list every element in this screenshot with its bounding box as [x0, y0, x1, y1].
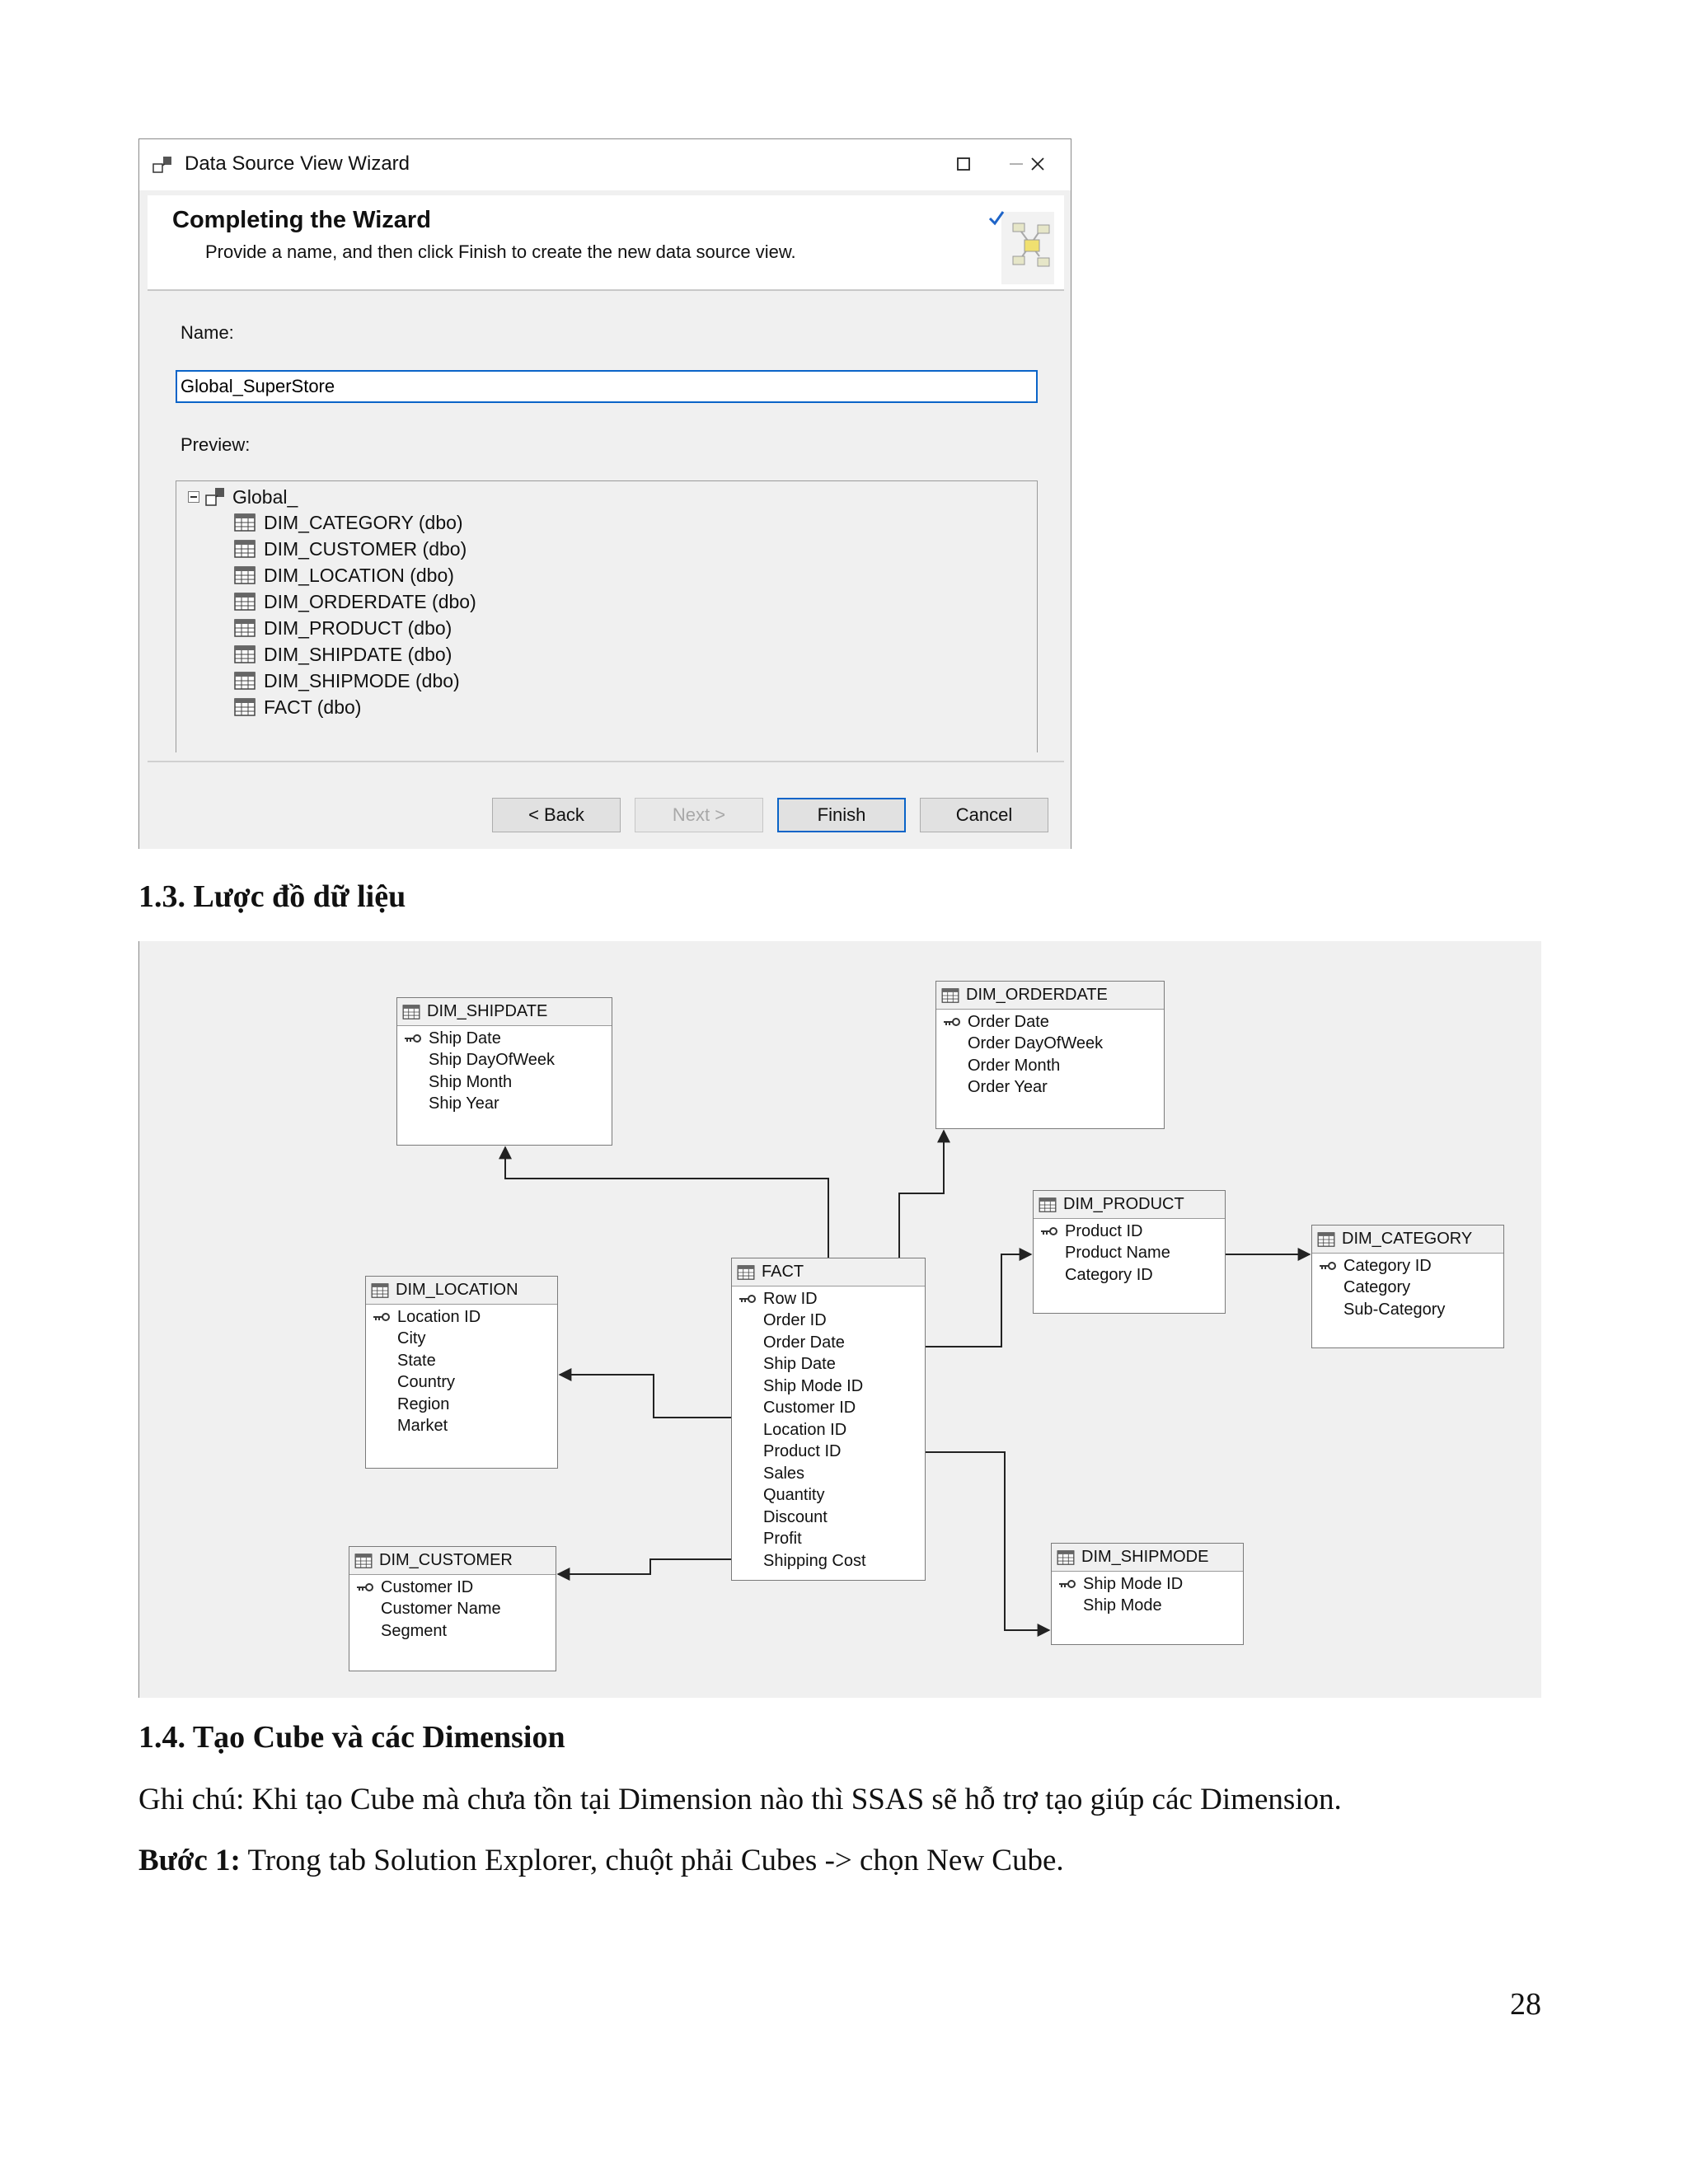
column-name: Row ID	[763, 1289, 818, 1308]
column-row[interactable]	[732, 1332, 925, 1354]
column-row[interactable]	[732, 1441, 925, 1464]
table-header	[1034, 1191, 1225, 1219]
schema-diagram	[138, 941, 1541, 1698]
column-row[interactable]	[732, 1463, 925, 1485]
table-icon	[1317, 1232, 1335, 1247]
tree-item-dim-product[interactable]	[234, 615, 476, 641]
table-icon	[941, 988, 959, 1003]
column-name: Ship Mode ID	[763, 1376, 864, 1395]
table-icon	[234, 566, 256, 584]
step-1-label: Bước 1:	[138, 1844, 241, 1877]
link-fact-location	[560, 1375, 731, 1418]
wizard-graphic-icon	[988, 207, 1056, 286]
table-icon	[234, 540, 256, 558]
table-header	[732, 1258, 925, 1286]
column-name: State	[397, 1351, 436, 1370]
primary-key-icon	[356, 1582, 374, 1592]
column-row[interactable]	[732, 1550, 925, 1572]
table-name: DIM_CUSTOMER	[379, 1551, 513, 1569]
tree-item-label: DIM_PRODUCT (dbo)	[264, 616, 452, 639]
column-name: Category	[1343, 1278, 1411, 1297]
column-row[interactable]	[732, 1354, 925, 1376]
column-row[interactable]	[732, 1376, 925, 1398]
table-header	[936, 982, 1164, 1010]
table-name: DIM_SHIPDATE	[427, 1002, 548, 1020]
column-name: Ship Mode ID	[1083, 1574, 1184, 1593]
column-row[interactable]	[732, 1485, 925, 1507]
wizard-header	[148, 195, 1064, 291]
column-row[interactable]	[936, 1077, 1164, 1099]
table-icon	[234, 593, 256, 611]
column-row[interactable]	[1034, 1243, 1225, 1265]
table-name: DIM_ORDERDATE	[966, 986, 1108, 1004]
table-icon	[402, 1005, 420, 1019]
column-name: Order Date	[968, 1012, 1049, 1031]
table-dim-customer[interactable]	[349, 1546, 556, 1671]
column-name: Ship DayOfWeek	[429, 1051, 556, 1070]
close-icon[interactable]	[1025, 151, 1051, 177]
column-list	[1034, 1219, 1225, 1286]
cancel-button[interactable]: Cancel	[920, 798, 1048, 832]
column-row[interactable]	[349, 1620, 556, 1643]
primary-key-icon	[1319, 1261, 1337, 1271]
column-name: Discount	[763, 1507, 828, 1526]
table-icon	[737, 1265, 755, 1280]
column-row[interactable]	[732, 1507, 925, 1529]
column-name: Order Date	[763, 1333, 845, 1352]
table-fact[interactable]	[731, 1258, 926, 1581]
column-name: Sub-Category	[1343, 1300, 1446, 1319]
column-row[interactable]	[732, 1419, 925, 1441]
column-row[interactable]	[366, 1372, 557, 1394]
wizard-app-icon	[152, 154, 176, 176]
column-name: Region	[397, 1394, 450, 1413]
table-header	[366, 1277, 557, 1305]
table-header	[397, 998, 612, 1026]
table-icon	[354, 1554, 373, 1568]
primary-key-icon	[943, 1017, 961, 1027]
column-row[interactable]	[1312, 1277, 1503, 1300]
table-header	[349, 1547, 556, 1575]
section-heading-1-4: 1.4. Tạo Cube và các Dimension	[138, 1720, 565, 1755]
wizard-heading: Completing the Wizard	[172, 207, 431, 233]
column-list	[1312, 1254, 1503, 1321]
column-list	[349, 1575, 556, 1643]
column-row[interactable]	[732, 1288, 925, 1310]
maximize-icon[interactable]	[950, 151, 977, 177]
tree-item-label: DIM_SHIPDATE (dbo)	[264, 643, 452, 665]
column-name: Ship Date	[763, 1355, 836, 1374]
primary-key-icon	[738, 1294, 757, 1304]
table-icon	[1057, 1550, 1075, 1565]
table-dim-orderdate[interactable]	[935, 981, 1165, 1129]
column-row[interactable]	[397, 1028, 612, 1050]
note-paragraph: Ghi chú: Khi tạo Cube mà chưa tồn tại Dimension nào thì SSAS sẽ hỗ trợ tạo giúp các Dimension.	[138, 1783, 1342, 1816]
column-row[interactable]	[732, 1529, 925, 1551]
window-titlebar	[139, 139, 1071, 190]
column-list	[397, 1026, 612, 1115]
column-row[interactable]	[732, 1398, 925, 1420]
back-button[interactable]: < Back	[492, 798, 621, 832]
table-name: DIM_PRODUCT	[1063, 1195, 1184, 1213]
primary-key-icon	[373, 1312, 391, 1322]
column-name: City	[397, 1329, 426, 1348]
table-header	[1052, 1544, 1243, 1572]
tree-item-dim-customer[interactable]	[234, 536, 476, 562]
tree-item-dim-orderdate[interactable]	[234, 588, 476, 615]
step-1-paragraph	[138, 1843, 1064, 1878]
table-icon	[1039, 1197, 1057, 1212]
column-list	[1052, 1572, 1243, 1617]
table-dim-product[interactable]	[1033, 1190, 1226, 1314]
column-name: Category ID	[1065, 1265, 1153, 1284]
link-fact-product	[926, 1254, 1031, 1347]
tree-item-dim-location[interactable]	[234, 562, 476, 588]
tree-item-fact[interactable]	[234, 694, 476, 720]
collapse-icon[interactable]	[188, 491, 199, 503]
column-row[interactable]	[936, 1055, 1164, 1077]
column-name: Product ID	[1065, 1221, 1143, 1240]
column-name: Country	[397, 1373, 456, 1392]
table-header	[1312, 1226, 1503, 1254]
column-row[interactable]	[1052, 1573, 1243, 1596]
column-list	[732, 1286, 925, 1572]
table-dim-category[interactable]	[1311, 1225, 1504, 1348]
tree-root-label: Global_	[232, 485, 298, 508]
table-icon	[234, 645, 256, 663]
column-row[interactable]	[397, 1050, 612, 1072]
table-icon	[371, 1283, 389, 1298]
column-name: Sales	[763, 1464, 805, 1483]
column-name: Profit	[763, 1530, 802, 1549]
column-row[interactable]	[366, 1350, 557, 1372]
table-name: DIM_CATEGORY	[1342, 1230, 1473, 1248]
primary-key-icon	[1058, 1579, 1076, 1589]
tree-item-label: DIM_SHIPMODE (dbo)	[264, 669, 460, 691]
column-row[interactable]	[349, 1599, 556, 1621]
column-row[interactable]	[936, 1011, 1164, 1033]
column-name: Ship Mode	[1083, 1596, 1162, 1615]
step-1-text: Trong tab Solution Explorer, chuột phải Cubes -> chọn New Cube.	[240, 1844, 1064, 1877]
column-name: Product ID	[763, 1442, 842, 1461]
preview-tree	[176, 480, 1038, 752]
column-row[interactable]	[349, 1577, 556, 1599]
column-name: Ship Year	[429, 1094, 499, 1113]
tree-root-node[interactable]	[188, 485, 298, 509]
data-source-view-wizard	[138, 138, 1071, 849]
column-row[interactable]	[1312, 1255, 1503, 1277]
table-dim-location[interactable]	[365, 1276, 558, 1469]
column-row[interactable]	[366, 1394, 557, 1416]
tree-item-dim-shipmode[interactable]	[234, 668, 476, 694]
column-row[interactable]	[732, 1310, 925, 1333]
column-name: Order DayOfWeek	[968, 1034, 1104, 1053]
column-name: Market	[397, 1417, 448, 1436]
data-source-view-icon	[204, 485, 227, 509]
link-fact-customer	[558, 1559, 731, 1574]
tree-item-dim-shipdate[interactable]	[234, 641, 476, 668]
column-list	[936, 1010, 1164, 1099]
name-label: Name:	[181, 322, 234, 343]
preview-label: Preview:	[181, 434, 251, 455]
tree-item-label: DIM_CUSTOMER (dbo)	[264, 537, 467, 560]
column-name: Customer ID	[763, 1399, 856, 1418]
column-name: Shipping Cost	[763, 1551, 866, 1570]
column-row[interactable]	[366, 1416, 557, 1438]
finish-button[interactable]: Finish	[777, 798, 906, 832]
column-name: Order Month	[968, 1056, 1061, 1075]
column-name: Product Name	[1065, 1244, 1170, 1263]
column-row[interactable]	[1034, 1221, 1225, 1243]
link-fact-shipmode	[926, 1452, 1049, 1630]
page-number: 28	[1510, 1987, 1541, 2022]
button-bar-divider	[148, 761, 1064, 762]
tree-item-label: DIM_CATEGORY (dbo)	[264, 511, 463, 533]
column-row[interactable]	[936, 1033, 1164, 1056]
primary-key-icon	[404, 1033, 422, 1043]
column-name: Order ID	[763, 1311, 827, 1330]
column-row[interactable]	[397, 1094, 612, 1116]
column-name: Location ID	[397, 1307, 481, 1326]
column-name: Ship Date	[429, 1029, 501, 1047]
table-dim-shipmode[interactable]	[1051, 1543, 1244, 1645]
column-list	[366, 1305, 557, 1437]
column-row[interactable]	[1034, 1264, 1225, 1286]
table-name: DIM_SHIPMODE	[1081, 1548, 1209, 1566]
table-dim-shipdate[interactable]	[396, 997, 612, 1146]
name-input[interactable]	[176, 370, 1038, 403]
link-fact-shipdate	[505, 1147, 828, 1258]
tree-item-label: FACT (dbo)	[264, 696, 362, 718]
column-row[interactable]	[1052, 1596, 1243, 1618]
window-title: Data Source View Wizard	[185, 152, 410, 175]
column-name: Customer Name	[381, 1600, 501, 1619]
table-icon	[234, 698, 256, 716]
column-row[interactable]	[397, 1071, 612, 1094]
next-button[interactable]: Next >	[635, 798, 763, 832]
section-heading-1-3: 1.3. Lược đồ dữ liệu	[138, 879, 406, 914]
tree-item-label: DIM_ORDERDATE (dbo)	[264, 590, 476, 612]
column-name: Ship Month	[429, 1072, 513, 1091]
column-name: Segment	[381, 1621, 448, 1640]
wizard-subheading: Provide a name, and then click Finish to create the new data source view.	[205, 241, 796, 262]
column-row[interactable]	[366, 1306, 557, 1329]
tree-item-dim-category[interactable]	[234, 509, 476, 536]
column-name: Customer ID	[381, 1577, 474, 1596]
column-name: Quantity	[763, 1486, 825, 1505]
tree-table-list	[234, 509, 476, 720]
column-name: Category ID	[1343, 1256, 1432, 1275]
column-row[interactable]	[1312, 1299, 1503, 1321]
table-name: DIM_LOCATION	[396, 1281, 518, 1299]
link-fact-orderdate	[899, 1131, 944, 1258]
column-name: Order Year	[968, 1078, 1048, 1097]
table-icon	[234, 672, 256, 690]
table-icon	[234, 619, 256, 637]
table-name: FACT	[762, 1263, 804, 1281]
table-icon	[234, 513, 256, 532]
column-row[interactable]	[366, 1329, 557, 1351]
column-name: Location ID	[763, 1420, 847, 1439]
tree-item-label: DIM_LOCATION (dbo)	[264, 564, 454, 586]
primary-key-icon	[1040, 1226, 1058, 1236]
